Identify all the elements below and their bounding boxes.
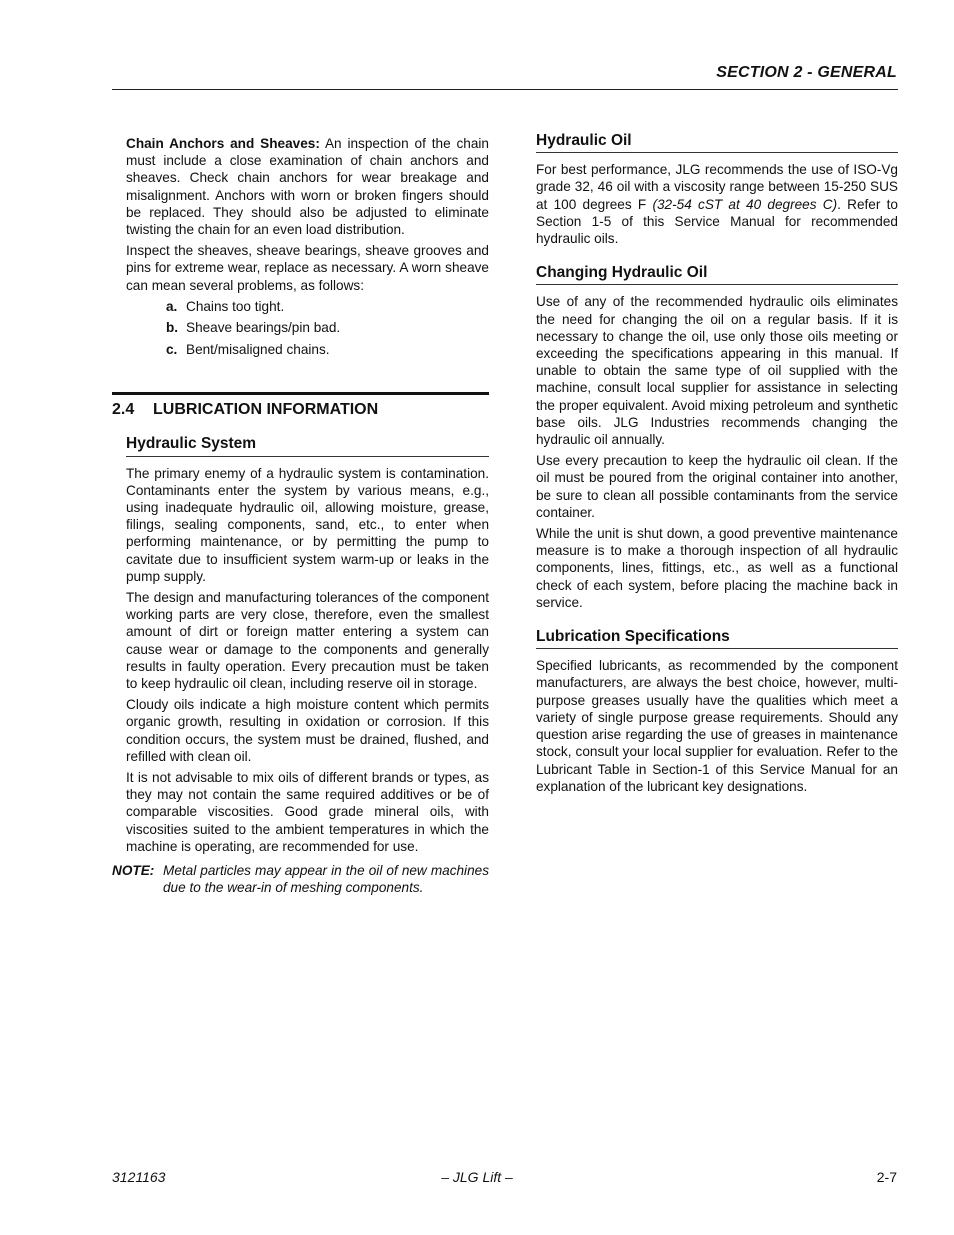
hydraulic-oil-text-italic: (32-54 cST at 40 degrees C) (652, 196, 838, 212)
chain-anchors-paragraph (126, 135, 489, 238)
page-section-title: SECTION 2 - GENERAL (716, 64, 897, 81)
list-item (166, 341, 489, 358)
list-item-label: a. (166, 298, 178, 314)
hydraulic-oil-heading-block (536, 132, 898, 153)
hydraulic-system-paragraph: The design and manufacturing tolerances of the component working parts are very close, therefore, even the smallest amount of dirt or foreign matter entering a system can cause wear or damage to the components and generally results in faulty operation. Every precaution must be taken to keep hydraulic oil clean, including reserve oil in storage. (126, 590, 489, 692)
changing-oil-paragraph: Use every precaution to keep the hydraulic oil clean. If the oil must be poured from the original container into another, be sure to clean all possible contaminants from the service container. (536, 453, 898, 520)
sheave-problems-list (126, 298, 489, 358)
hydraulic-system-heading-block (126, 435, 489, 456)
hydraulic-oil-text-2: . Refer to Section 1-5 of this Service Manual for recommended hydraulic oils. (536, 196, 898, 247)
note-block (112, 862, 489, 896)
hydraulic-system-heading: Hydraulic System (126, 435, 489, 456)
list-item-text: Chains too tight. (186, 298, 285, 314)
changing-oil-paragraph: Use of any of the recommended hydraulic oils eliminates the need for changing the oil on a regular basis. If it is necessary to change the oil, use only those oils meeting or exceeding the specifications appearing in this manual. If unable to obtain the same type of oil supplied with the machine, consult local supplier for assistance in selecting the proper equivalent. Avoid mixing petroleum and synthetic base oils. JLG Industries recommends changing the hydraulic oil annually. (536, 294, 898, 448)
section-2-4-block (112, 392, 489, 418)
list-item (166, 319, 489, 336)
list-item-text: Bent/misaligned chains. (186, 342, 330, 358)
hydraulic-system-paragraph: Cloudy oils indicate a high moisture content which permits organic growth, resulting in oxidation or corrosion. If this condition occurs, the system must be drained, flushed, and refilled with clean oil. (126, 697, 489, 764)
lubrication-specs-heading-block (536, 628, 898, 649)
lubrication-specs-paragraph: Specified lubricants, as recommended by the component manufacturers, are always the best choice, however, multi-purpose greases usually have the qualities which meet a variety of single purpose grease requirements. Should any question arise regarding the use of greases in maintenance stock, consult your local supplier for evaluation. Refer to the Lubricant Table in Section-1 of this Service Manual for an explanation of the lubricant key designations. (536, 658, 898, 794)
section-heading (112, 401, 489, 418)
note-text: Metal particles may appear in the oil of new machines due to the wear-in of meshing components. (163, 863, 489, 896)
section-number: 2.4 (112, 401, 135, 419)
list-item-label: c. (166, 342, 178, 358)
hydraulic-oil-paragraph (536, 161, 898, 247)
left-column (112, 135, 489, 897)
hydraulic-oil-heading: Hydraulic Oil (536, 132, 898, 153)
list-item (166, 298, 489, 315)
hydraulic-system-paragraph: It is not advisable to mix oils of different brands or types, as they may not contain the same required additives or be of comparable viscosities. Good grade mineral oils, with viscosities suited to the ambient temperatures in which the machine is operating, are recommended for use. (126, 770, 489, 854)
changing-oil-heading-block (536, 264, 898, 285)
footer-doc-number: 3121163 (112, 1169, 166, 1185)
note-label: NOTE: (112, 863, 155, 879)
sheaves-paragraph: Inspect the sheaves, sheave bearings, sheave grooves and pins for extreme wear, replace as necessary. A worn sheave can mean several problems, as follows: (126, 243, 489, 293)
header-rule (112, 89, 898, 90)
changing-oil-paragraph: While the unit is shut down, a good preventive maintenance measure is to make a thorough inspection of all hydraulic components, lines, fittings, etc., as well as a functional check of each system, before placing the machine back in service. (536, 526, 898, 610)
section-title: LUBRICATION INFORMATION (153, 401, 379, 419)
lubrication-specs-heading: Lubrication Specifications (536, 628, 898, 649)
list-item-text: Sheave bearings/pin bad. (186, 320, 341, 336)
hydraulic-oil-text-1: For best performance, JLG recommends the use of ISO-Vg grade 32, 46 oil with a viscosity range between 15-250 SUS at 100 degrees F (536, 162, 898, 212)
list-item-label: b. (166, 320, 179, 336)
chain-anchors-text: An inspection of the chain must include a close examination of chain anchors and sheaves. Check chain anchors for wear breakage and misalignment. Anchors with worn or broken fingers should be replaced. They should also be adjusted to eliminate twisting the chain for an even load distribution. (126, 136, 489, 238)
hydraulic-system-paragraph: The primary enemy of a hydraulic system is contamination. Contaminants enter the system by various means, e.g., using inadequate hydraulic oil, allowing moisture, grease, filings, sealing components, sand, etc., to enter when performing maintenance, or by permitting the pump to cavitate due to insufficient system warm-up or leaks in the pump supply. (126, 465, 489, 584)
footer-center-label: – JLG Lift – (441, 1169, 513, 1185)
changing-oil-heading: Changing Hydraulic Oil (536, 264, 898, 285)
section-rule (112, 392, 489, 395)
chain-anchors-runin: Chain Anchors and Sheaves: (126, 136, 320, 151)
right-column (536, 132, 898, 799)
footer-page-number: 2-7 (876, 1169, 897, 1185)
